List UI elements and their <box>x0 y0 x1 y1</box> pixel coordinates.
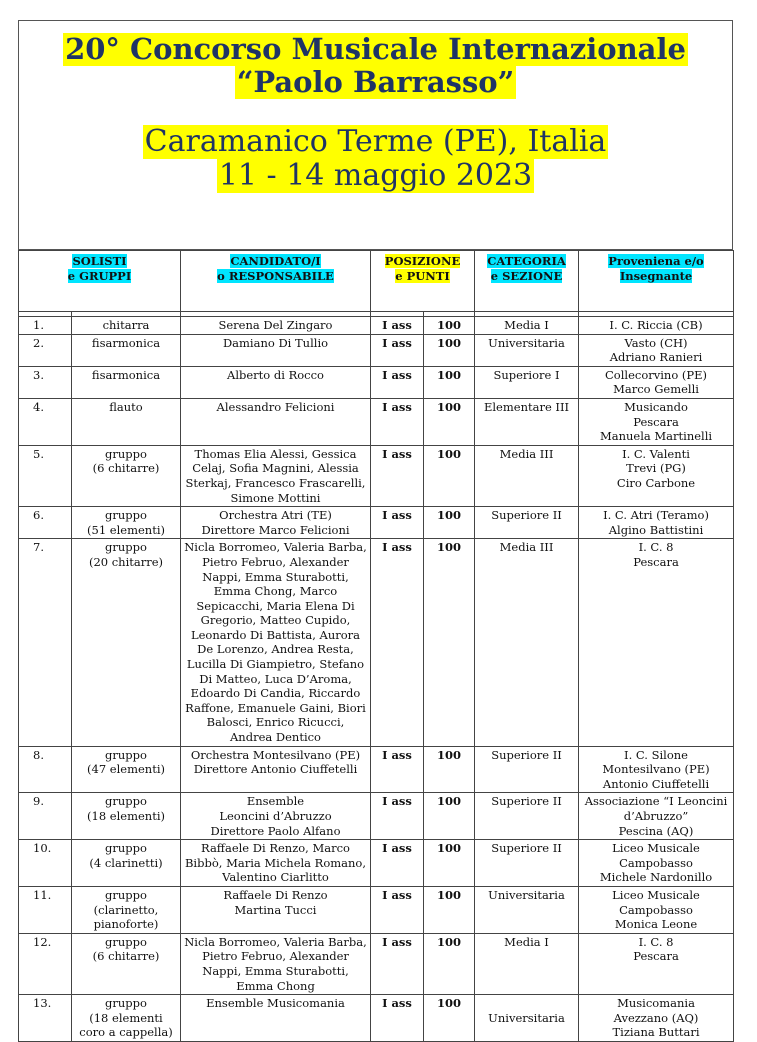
origin-teacher-line: Musicando <box>624 399 688 414</box>
candidate-names-line: Sterkaj, Francesco Frascarelli, <box>185 475 366 490</box>
origin-teacher <box>579 933 734 994</box>
table-row <box>19 445 734 506</box>
table-row <box>19 793 734 840</box>
candidate-names-line: Orchestra Montesilvano (PE) <box>190 747 361 762</box>
category <box>475 886 579 933</box>
candidate-names-line: Valentino Ciarlitto <box>222 870 329 885</box>
category <box>475 317 579 335</box>
points: 100 <box>424 317 475 335</box>
candidate-names <box>181 334 371 366</box>
points: 100 <box>424 398 475 445</box>
ensemble-type-line: fisarmonica <box>91 335 161 350</box>
row-number: 12. <box>19 933 72 994</box>
origin-teacher-line: I. C. Riccia (CB) <box>609 318 703 332</box>
header-solisti-l1: SOLISTI <box>72 254 127 268</box>
candidate-names-line: Nappi, Emma Sturabotti, <box>202 569 349 584</box>
ensemble-type-line: chitarra <box>102 318 150 332</box>
origin-teacher-line: Vasto (CH) <box>624 335 688 350</box>
category-line: Universitaria <box>488 1010 565 1025</box>
category <box>475 793 579 840</box>
candidate-names-line: Celaj, Sofia Magnini, Alessia <box>192 461 359 476</box>
ensemble-type-line: pianoforte) <box>93 917 159 932</box>
candidate-names-line: Bibbò, Maria Michela Romano, <box>184 855 367 870</box>
ensemble-type-line: (clarinetto, <box>93 902 159 917</box>
row-number: 13. <box>19 995 72 1042</box>
category-line: Superiore II <box>491 841 562 856</box>
table-row <box>19 539 734 746</box>
ensemble-type-line: fisarmonica <box>91 367 161 382</box>
candidate-names-line: Nicla Borromeo, Valeria Barba, <box>184 934 367 949</box>
header-posizione <box>371 251 475 312</box>
ensemble-type-line: gruppo <box>105 934 147 949</box>
origin-teacher-line: Michele Nardonillo <box>599 870 713 885</box>
table-row <box>19 840 734 887</box>
header-candidato-l2: o RESPONSABILE <box>217 268 334 283</box>
origin-teacher <box>579 886 734 933</box>
table-row <box>19 507 734 539</box>
ensemble-type-line: flauto <box>109 399 143 414</box>
candidate-names-line: Orchestra Atri (TE) <box>219 508 332 523</box>
position: I ass <box>371 507 424 539</box>
row-number: 10. <box>19 840 72 887</box>
row-number: 2. <box>19 334 72 366</box>
ensemble-type-line: coro a cappella) <box>79 1025 173 1040</box>
ensemble-type <box>72 840 181 887</box>
ensemble-type <box>72 886 181 933</box>
origin-teacher <box>579 539 734 746</box>
candidate-names-line: Ensemble Musicomania <box>206 996 345 1011</box>
candidate-names <box>181 995 371 1042</box>
candidate-names-line: Emma Chong <box>236 978 315 993</box>
category-line: Superiore II <box>491 508 562 523</box>
dates: 11 - 14 maggio 2023 <box>218 158 533 193</box>
ensemble-type-line: (4 clarinetti) <box>89 855 163 870</box>
candidate-names <box>181 793 371 840</box>
row-number: 9. <box>19 793 72 840</box>
candidate-names-line: Di Matteo, Luca D’Aroma, <box>199 671 352 686</box>
ensemble-type <box>72 507 181 539</box>
row-number: 8. <box>19 746 72 793</box>
position: I ass <box>371 445 424 506</box>
candidate-names-line: Leonardo Di Battista, Aurora <box>190 627 361 642</box>
origin-teacher-line: I. C. Silone <box>624 747 688 762</box>
position: I ass <box>371 539 424 746</box>
row-number: 7. <box>19 539 72 746</box>
origin-teacher <box>579 507 734 539</box>
origin-teacher-line: I. C. Atri (Teramo) <box>603 508 709 523</box>
candidate-names-line: Lucilla Di Giampietro, Stefano <box>186 657 365 672</box>
candidate-names-line: Gregorio, Matteo Cupido, <box>200 613 351 628</box>
origin-teacher-line: d’Abruzzo” <box>623 809 689 823</box>
document-page <box>18 20 733 1040</box>
origin-teacher-line: Algino Battistini <box>608 522 704 537</box>
header-categoria-l1: CATEGORIA <box>487 254 566 268</box>
candidate-names-line: Leoncini d’Abruzzo <box>219 809 332 823</box>
candidate-names-line: Serena Del Zingaro <box>218 318 333 332</box>
position: I ass <box>371 995 424 1042</box>
origin-teacher-line: Pescara <box>633 949 679 964</box>
ensemble-type-line: (18 elementi) <box>87 809 165 823</box>
row-number: 3. <box>19 366 72 398</box>
header-solisti-l2: e GRUPPI <box>67 268 132 283</box>
results-table <box>18 250 734 1042</box>
ensemble-type <box>72 317 181 335</box>
points: 100 <box>424 539 475 746</box>
candidate-names <box>181 840 371 887</box>
category <box>475 840 579 887</box>
origin-teacher-line: Antonio Ciuffetelli <box>602 776 710 791</box>
ensemble-type <box>72 398 181 445</box>
header-candidato-l1: CANDIDATO/I <box>230 254 321 268</box>
origin-teacher <box>579 445 734 506</box>
row-number: 6. <box>19 507 72 539</box>
category <box>475 507 579 539</box>
location: Caramanico Terme (PE), Italia <box>144 124 607 159</box>
position: I ass <box>371 746 424 793</box>
category-line: Elementare III <box>483 399 570 414</box>
ensemble-type <box>72 933 181 994</box>
points: 100 <box>424 793 475 840</box>
ensemble-type-line: gruppo <box>105 841 147 856</box>
ensemble-type-line: (18 elementi <box>89 1010 163 1025</box>
origin-teacher-line: Pescara <box>633 554 679 569</box>
header-candidato <box>181 251 371 312</box>
points: 100 <box>424 840 475 887</box>
table-row <box>19 317 734 335</box>
origin-teacher-line: I. C. 8 <box>638 934 674 949</box>
candidate-names <box>181 933 371 994</box>
origin-teacher-line: Tiziana Buttari <box>612 1025 700 1040</box>
document-header <box>18 20 733 250</box>
ensemble-type-line: gruppo <box>105 747 147 762</box>
category-line: Universitaria <box>488 887 565 902</box>
candidate-names <box>181 366 371 398</box>
origin-teacher <box>579 334 734 366</box>
origin-teacher-line: Pescara <box>633 414 679 429</box>
origin-teacher-line: Campobasso <box>619 855 693 870</box>
category-line: Media III <box>499 540 554 555</box>
table-row <box>19 933 734 994</box>
origin-teacher <box>579 995 734 1042</box>
origin-teacher-line: Adriano Ranieri <box>609 350 703 365</box>
category <box>475 398 579 445</box>
points: 100 <box>424 886 475 933</box>
ensemble-type-line: (20 chitarre) <box>88 554 164 569</box>
origin-teacher-line: Manuela Martinelli <box>599 429 713 444</box>
ensemble-type-line: gruppo <box>105 794 147 809</box>
candidate-names <box>181 507 371 539</box>
candidate-names <box>181 886 371 933</box>
origin-teacher-line: Campobasso <box>619 902 693 917</box>
origin-teacher-line: Liceo Musicale <box>612 841 700 856</box>
ensemble-type-line: (6 chitarre) <box>92 461 160 476</box>
ensemble-type <box>72 995 181 1042</box>
table-row <box>19 366 734 398</box>
category-line: Superiore II <box>491 747 562 762</box>
candidate-names <box>181 539 371 746</box>
header-provenienza-l2: Insegnante <box>619 268 693 283</box>
points: 100 <box>424 366 475 398</box>
origin-teacher-line: Montesilvano (PE) <box>602 762 710 777</box>
candidate-names-line: Nicla Borromeo, Valeria Barba, <box>184 540 367 555</box>
origin-teacher-line: I. C. Valenti <box>622 446 690 461</box>
origin-teacher-line: Associazione “I Leoncini <box>584 794 728 809</box>
candidate-names-line: Emma Chong, Marco <box>213 584 338 599</box>
header-posizione-l2: e PUNTI <box>395 268 450 283</box>
candidate-names-line: De Lorenzo, Andrea Resta, <box>197 642 354 657</box>
candidate-names-line: Martina Tucci <box>234 902 317 917</box>
origin-teacher-line: Ciro Carbone <box>616 475 696 490</box>
candidate-names-line: Pietro Februo, Alexander <box>202 554 349 569</box>
origin-teacher-line: Avezzano (AQ) <box>613 1010 699 1025</box>
position: I ass <box>371 317 424 335</box>
header-categoria-l2: e SEZIONE <box>490 268 563 283</box>
origin-teacher <box>579 840 734 887</box>
candidate-names-line: Alessandro Felicioni <box>216 399 335 414</box>
row-number: 11. <box>19 886 72 933</box>
origin-teacher <box>579 746 734 793</box>
header-provenienza-l1: Proveniena e/o <box>608 254 704 268</box>
table-header-row <box>19 251 734 312</box>
ensemble-type-line: gruppo <box>105 540 147 555</box>
title-line-2: “Paolo Barrasso” <box>236 65 515 99</box>
ensemble-type <box>72 746 181 793</box>
category <box>475 334 579 366</box>
candidate-names-line: Raffaele Di Renzo <box>223 887 328 902</box>
ensemble-type <box>72 445 181 506</box>
points: 100 <box>424 995 475 1042</box>
row-number: 4. <box>19 398 72 445</box>
ensemble-type <box>72 539 181 746</box>
candidate-names <box>181 445 371 506</box>
title-line-1: 20° Concorso Musicale Internazionale <box>65 32 686 66</box>
category-line: Superiore I <box>493 367 560 382</box>
position: I ass <box>371 398 424 445</box>
category <box>475 445 579 506</box>
table-row <box>19 746 734 793</box>
candidate-names-line: Edoardo Di Candia, Riccardo <box>190 686 361 701</box>
row-number: 5. <box>19 445 72 506</box>
points: 100 <box>424 746 475 793</box>
category-line: Media I <box>504 318 549 332</box>
category <box>475 995 579 1042</box>
category <box>475 539 579 746</box>
candidate-names-line: Direttore Paolo Alfano <box>210 823 341 838</box>
candidate-names-line: Raffaele Di Renzo, Marco <box>201 841 350 856</box>
candidate-names-line: Sepicacchi, Maria Elena Di <box>196 598 355 613</box>
points: 100 <box>424 507 475 539</box>
origin-teacher-line: Musicomania <box>617 996 695 1011</box>
header-provenienza <box>579 251 734 312</box>
points: 100 <box>424 445 475 506</box>
position: I ass <box>371 933 424 994</box>
table-row <box>19 995 734 1042</box>
position: I ass <box>371 886 424 933</box>
category <box>475 746 579 793</box>
points: 100 <box>424 334 475 366</box>
candidate-names-line: Damiano Di Tullio <box>222 335 329 350</box>
origin-teacher-line: Collecorvino (PE) <box>605 367 708 382</box>
category <box>475 366 579 398</box>
ensemble-type-line: gruppo <box>105 996 147 1011</box>
candidate-names-line: Nappi, Emma Sturabotti, <box>202 963 349 978</box>
candidate-names-line: Thomas Elia Alessi, Gessica <box>194 446 357 461</box>
position: I ass <box>371 840 424 887</box>
ensemble-type-line: (47 elementi) <box>87 762 165 777</box>
table-row <box>19 334 734 366</box>
candidate-names-line: Pietro Februo, Alexander <box>202 949 349 964</box>
origin-teacher <box>579 317 734 335</box>
table-row <box>19 398 734 445</box>
origin-teacher-line: Liceo Musicale <box>612 887 700 902</box>
row-number: 1. <box>19 317 72 335</box>
ensemble-type-line: gruppo <box>105 446 147 461</box>
header-solisti <box>19 251 181 312</box>
header-posizione-l1: POSIZIONE <box>384 254 461 268</box>
category <box>475 933 579 994</box>
position: I ass <box>371 793 424 840</box>
ensemble-type-line: gruppo <box>105 887 147 902</box>
origin-teacher <box>579 366 734 398</box>
candidate-names-line: Alberto di Rocco <box>227 367 324 382</box>
origin-teacher-line: Trevi (PG) <box>626 461 686 476</box>
candidate-names-line: Balosci, Enrico Ricucci, <box>206 715 345 730</box>
position: I ass <box>371 366 424 398</box>
ensemble-type <box>72 366 181 398</box>
origin-teacher-line: Marco Gemelli <box>613 382 699 397</box>
category-line: Superiore II <box>491 794 562 809</box>
candidate-names-line: Raffone, Emanuele Gaini, Biori <box>185 700 366 715</box>
origin-teacher <box>579 793 734 840</box>
header-categoria <box>475 251 579 312</box>
ensemble-type-line: (6 chitarre) <box>92 949 160 964</box>
category-line: Media III <box>499 446 554 461</box>
candidate-names-line: Ensemble <box>246 794 305 809</box>
candidate-names-line: Direttore Marco Felicioni <box>201 522 350 537</box>
candidate-names-line: Simone Mottini <box>230 490 321 505</box>
results-body <box>19 317 734 1042</box>
origin-teacher-line: I. C. 8 <box>638 540 674 555</box>
ensemble-type-line: gruppo <box>105 508 147 523</box>
category-line: Universitaria <box>488 335 565 350</box>
candidate-names <box>181 398 371 445</box>
candidate-names-line: Andrea Dentico <box>230 730 321 745</box>
candidate-names <box>181 746 371 793</box>
position: I ass <box>371 334 424 366</box>
ensemble-type <box>72 793 181 840</box>
ensemble-type <box>72 334 181 366</box>
table-row <box>19 886 734 933</box>
origin-teacher <box>579 398 734 445</box>
category-line: Media I <box>504 934 549 949</box>
candidate-names <box>181 317 371 335</box>
origin-teacher-line: Monica Leone <box>614 917 698 932</box>
points: 100 <box>424 933 475 994</box>
origin-teacher-line: Pescina (AQ) <box>618 823 694 838</box>
ensemble-type-line: (51 elementi) <box>87 522 165 537</box>
candidate-names-line: Direttore Antonio Ciuffetelli <box>193 762 358 777</box>
